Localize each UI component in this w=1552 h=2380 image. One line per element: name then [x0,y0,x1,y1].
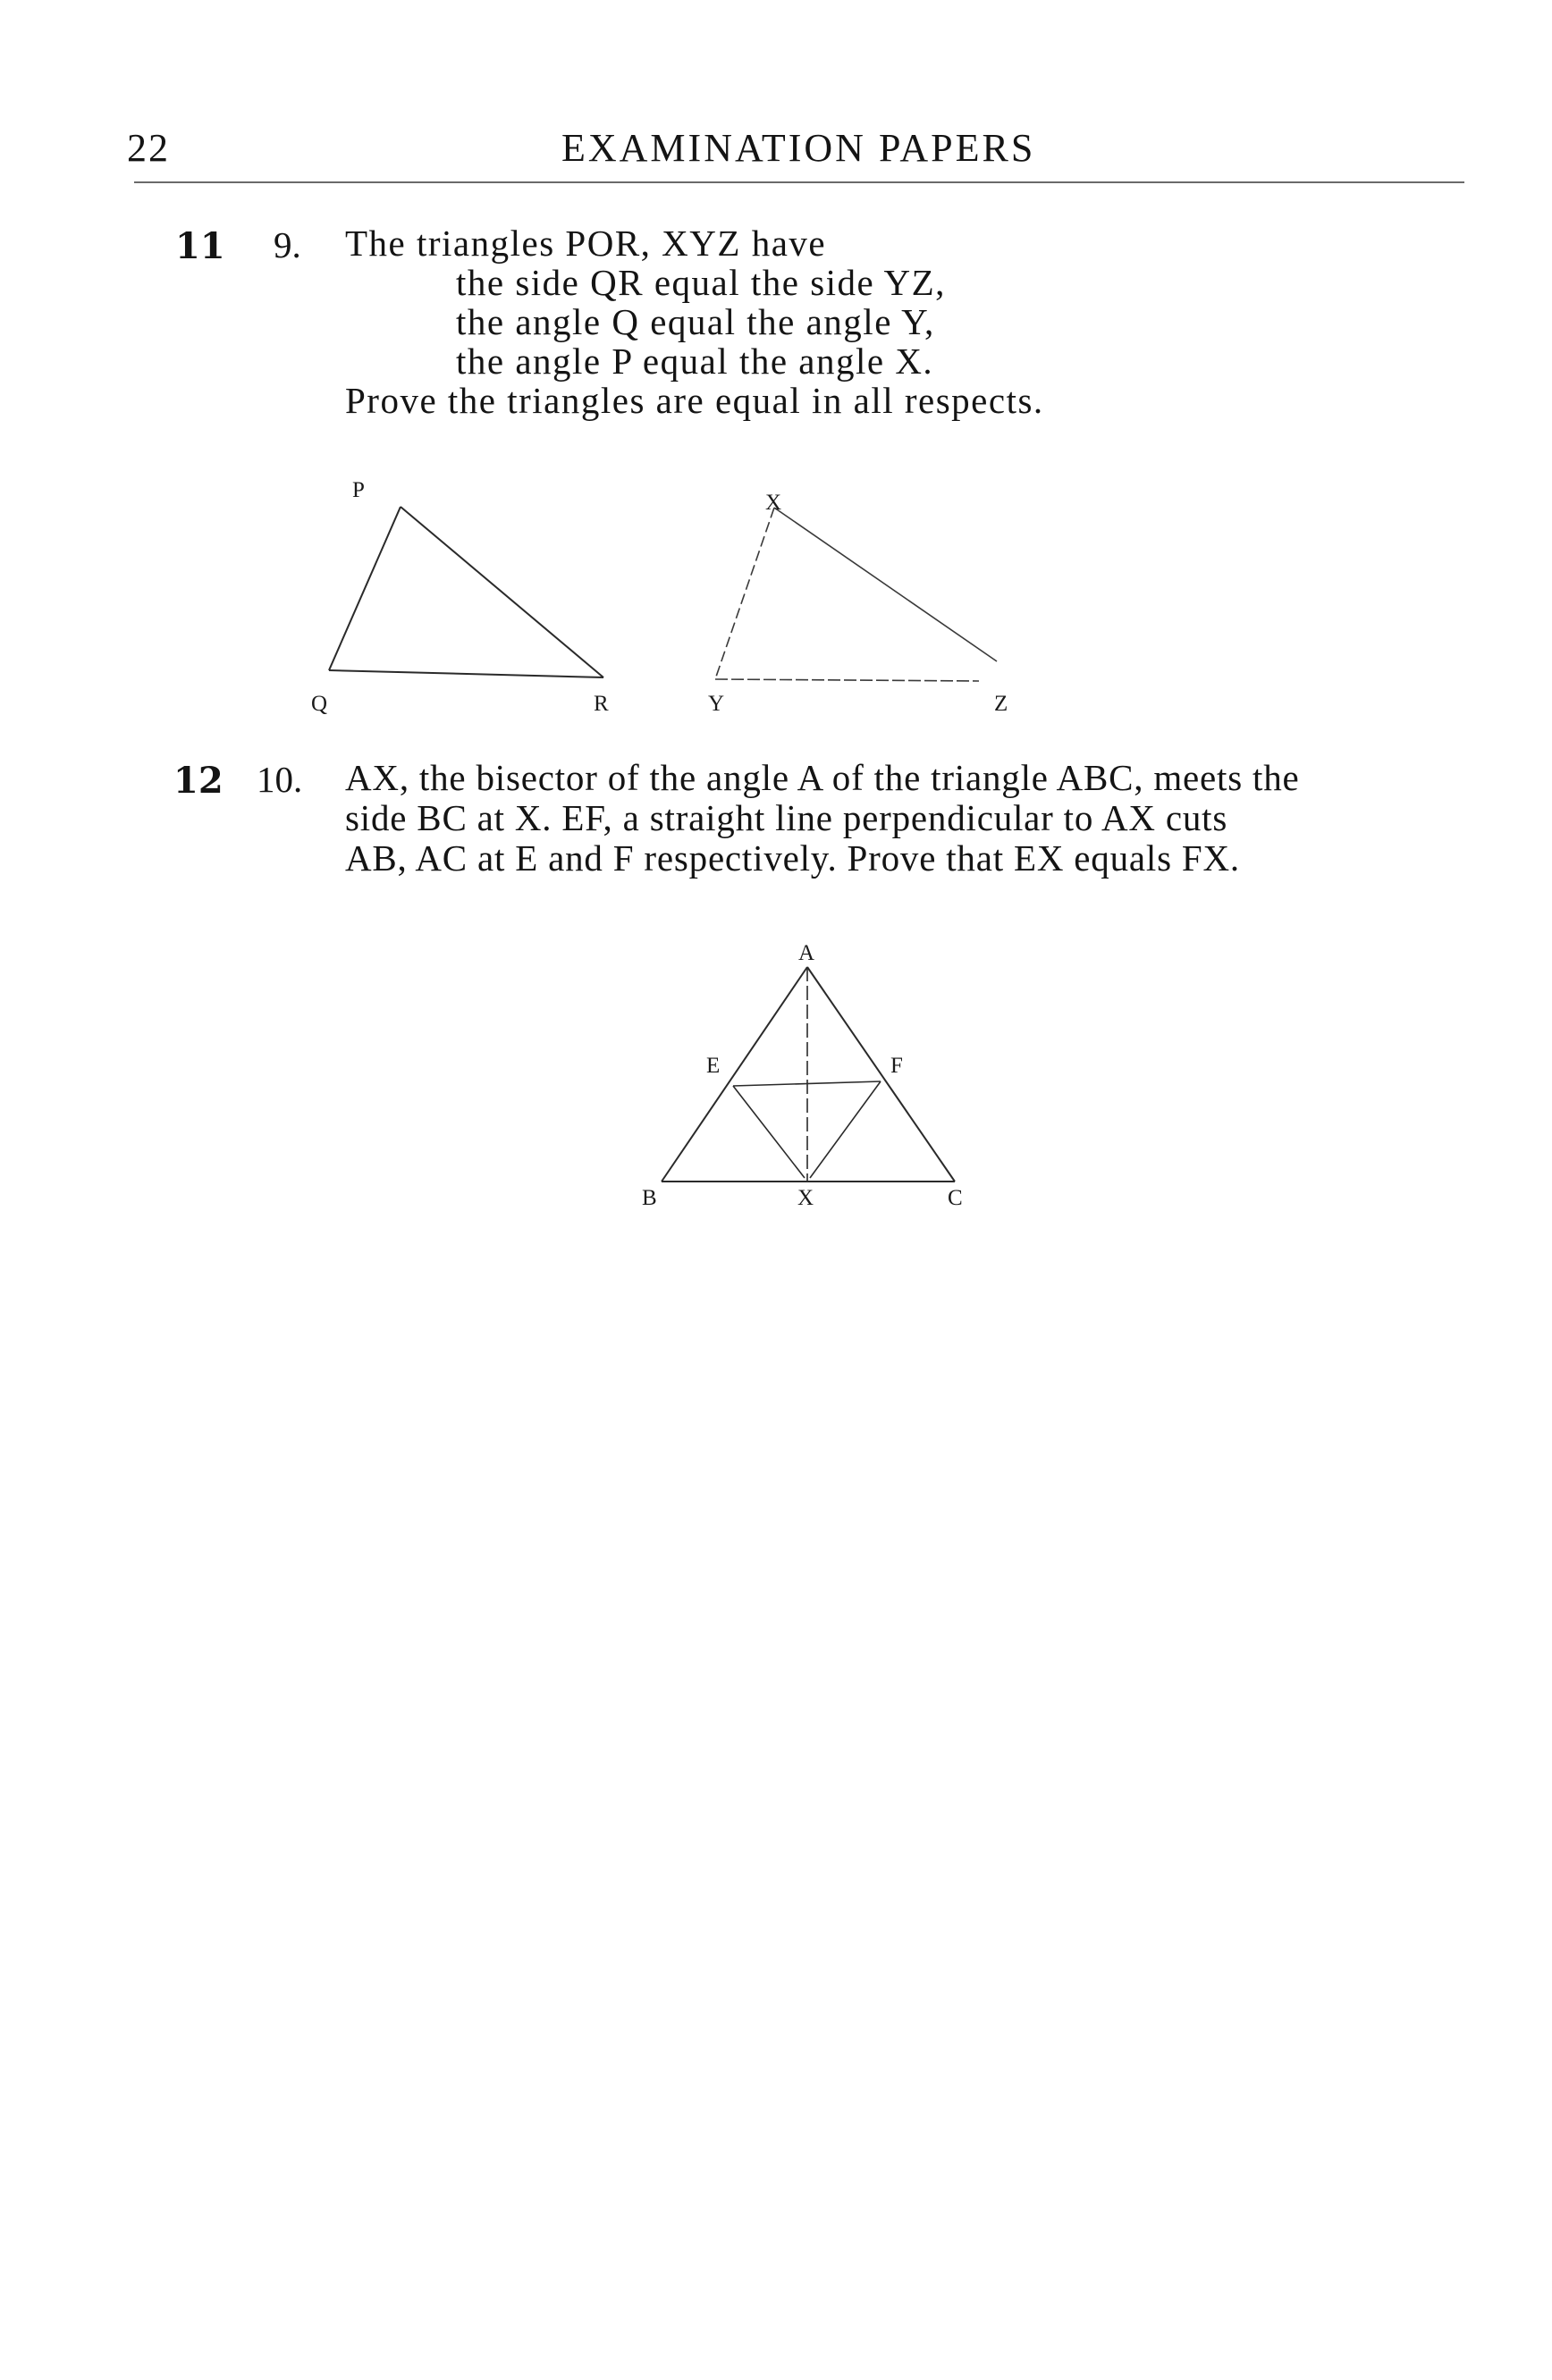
triangle-xyz-figure [715,508,997,681]
label-c: C [948,1186,963,1210]
side-xz [774,508,997,661]
label-e: E [706,1054,721,1078]
page-number: 22 [127,126,170,170]
segment-ex [733,1086,805,1178]
q9-line-1: The triangles POR, XYZ have [345,223,827,264]
side-xy [715,508,774,679]
q10-line-1: AX, the bisector of the angle A of the triangle ABC, meets the [345,757,1300,798]
q9-line-3: the angle Q equal the angle Y, [456,301,935,342]
q10-marks: 12 [173,760,224,802]
q9-line-2: the side QR equal the side YZ, [456,262,946,303]
segment-fx [810,1081,881,1178]
label-r: R [594,692,609,716]
label-x-foot: X [797,1186,814,1210]
side-ac [807,967,955,1182]
label-b: B [642,1186,657,1210]
q9-line-5: Prove the triangles are equal in all respects. [345,380,1044,421]
label-a: A [798,941,815,965]
q10-number: 10. [257,759,303,800]
label-p: P [352,478,365,502]
side-pr [401,507,603,677]
q9-marks: 11 [175,225,225,267]
label-z: Z [994,692,1008,716]
q10-line-2: side BC at X. EF, a straight line perpendicular to AX cuts [345,797,1228,838]
side-qr [329,670,603,677]
q9-line-4: the angle P equal the angle X. [456,341,934,382]
side-pq [329,507,401,670]
label-x: X [765,491,782,515]
q9-number: 9. [274,224,301,265]
triangle-pqr-figure [329,507,603,677]
label-y: Y [708,692,725,716]
label-f: F [890,1054,903,1078]
label-q: Q [311,692,328,716]
q10-line-3: AB, AC at E and F respectively. Prove that EX equals FX. [345,837,1240,879]
side-ab [662,967,807,1182]
side-yz [715,679,979,681]
running-title: EXAMINATION PAPERS [561,126,1036,170]
